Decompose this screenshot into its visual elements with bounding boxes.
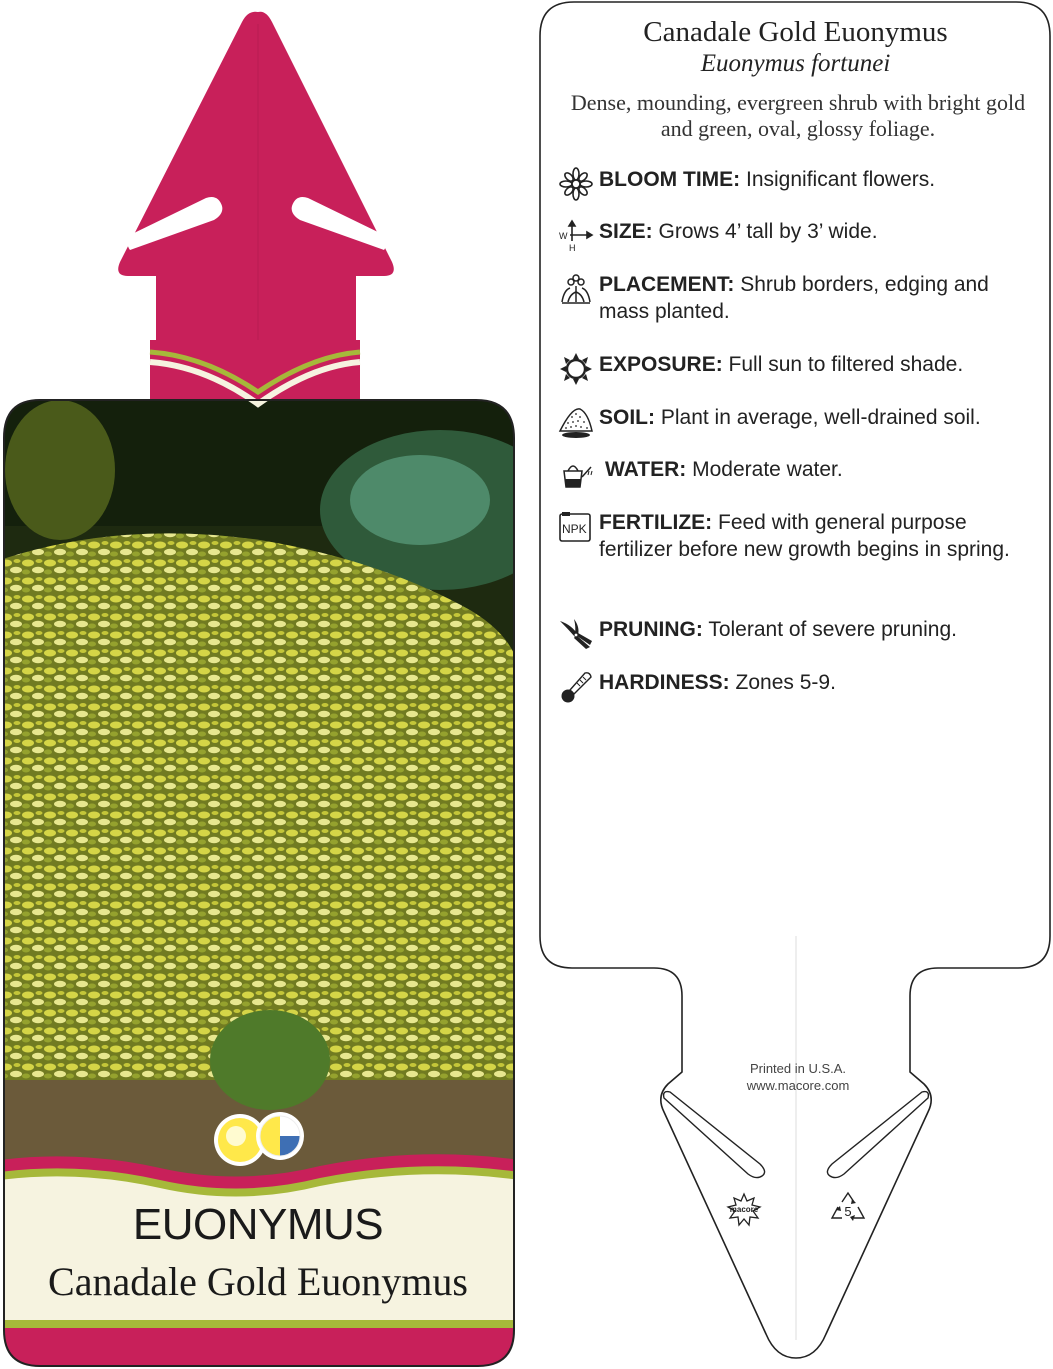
attribute-text: Shrub borders, edging and mass planted. [599,273,989,323]
printer-info [678,1060,918,1094]
attribute-label: FERTILIZE: [599,511,713,534]
attribute-hardiness [558,669,1028,696]
attribute-fertilize [558,509,1028,563]
plant-photo [4,400,512,1180]
attribute-text: Insignificant flowers. [746,168,936,191]
size-icon-h: H [569,243,576,253]
attribute-exposure [558,351,1028,378]
recycle-number: 5 [844,1204,852,1219]
attribute-label: EXPOSURE: [599,353,723,376]
pruning-shears-icon [558,617,594,651]
sun-exposure-badges [210,1106,310,1170]
attribute-label: SIZE: [599,220,653,243]
attribute-soil [558,404,1028,431]
placement-plants-icon [558,272,594,306]
attribute-label: SOIL: [599,406,655,429]
attribute-placement [558,271,1028,325]
attribute-bloom-time [558,166,1028,193]
flower-icon [558,167,594,201]
printer-website: www.macore.com [746,1078,850,1093]
soil-pile-icon [558,405,594,439]
attribute-text: Plant in average, well-drained soil. [660,406,981,429]
part-sun-icon [256,1112,304,1160]
attribute-label: PLACEMENT: [599,273,735,296]
recycle-icon [828,1190,868,1226]
attribute-text: Grows 4’ tall by 3’ wide. [658,220,878,243]
attribute-label: WATER: [605,458,687,481]
attribute-text: Tolerant of severe pruning. [708,618,957,641]
attribute-water [558,456,1028,483]
thermometer-icon [558,670,594,704]
attribute-label: PRUNING: [599,618,703,641]
size-arrows-icon [558,219,594,253]
common-name: EUONYMUS [132,1200,384,1249]
plant-description: Dense, mounding, evergreen shrub with bright gold and green, oval, glossy foliage. [570,90,1026,141]
attribute-pruning [558,616,1028,643]
attribute-size [558,218,1028,253]
sun-exposure-icon [558,352,594,386]
attribute-text: Full sun to filtered shade. [728,353,964,376]
attribute-text: Feed with general purpose fertilizer before new growth begins in spring. [599,511,1010,561]
cultivar-name: Canadale Gold Euonymus [48,1259,468,1304]
macore-logo-text: macore [729,1205,759,1214]
attribute-label: BLOOM TIME: [599,168,741,191]
attribute-text: Zones 5-9. [735,671,836,694]
npk-label: NPK [562,522,587,536]
front-plant-tag [0,0,520,1369]
back-plant-tag [538,0,1053,1369]
plant-title: Canadale Gold Euonymus [643,16,948,48]
size-icon-w: W [559,231,568,241]
printed-in-line: Printed in U.S.A. [749,1061,847,1076]
botanical-name: Euonymus fortunei [700,50,891,77]
macore-logo-icon [726,1192,762,1228]
watering-can-icon [558,457,594,491]
fertilizer-npk-icon [558,510,594,544]
attribute-text: Moderate water. [692,458,843,481]
attribute-label: HARDINESS: [599,671,730,694]
